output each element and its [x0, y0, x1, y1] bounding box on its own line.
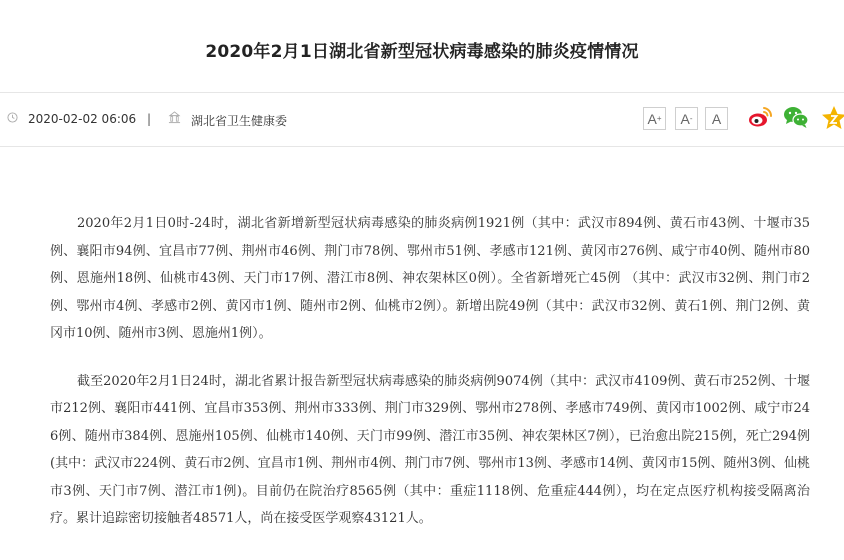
font-increase-sup: +	[656, 114, 662, 123]
font-default-button[interactable]	[705, 107, 728, 130]
title-bar	[0, 0, 844, 93]
meta-bar	[0, 93, 844, 147]
article-paragraph: 2020年2月1日0时-24时，湖北省新增新型冠状病毒感染的肺炎病例1921例（其中：武汉市894例、黄石市43例、十堰市35例、襄阳市94例、宜昌市77例、荆州市46例、荆门市78例、鄂州市51例、孝感市121例、黄冈市276例、咸宁市40例、随州市80例、恩施州18例、仙桃市43例、天门市17例、潜江市8例、神农架林区0例）。全省新增死亡45例 （其中：武汉市32例、荆门市2例、鄂州市4例、孝感市2例、黄冈市1例、随州市2例、仙桃市2例）。新增出院49例（其中：武汉市32例、黄石1例、荆门2例、黄冈市10例、随州市3例、恩施州1例）。	[50, 216, 810, 341]
font-decrease-label: A	[680, 110, 690, 127]
publish-date: 2020-02-02 06:06	[28, 112, 137, 126]
font-decrease-button[interactable]	[675, 107, 698, 130]
article-body	[50, 210, 810, 553]
page-title: 2020年2月1日湖北省新型冠状病毒感染的肺炎疫情情况	[205, 41, 639, 62]
source-icon	[168, 111, 181, 124]
font-increase-button[interactable]	[643, 107, 666, 130]
font-increase-label: A	[647, 110, 657, 127]
font-default-label: A	[711, 110, 722, 127]
wechat-icon[interactable]	[782, 103, 810, 131]
favorite-star-icon[interactable]	[820, 104, 844, 132]
font-decrease-sup: -	[689, 114, 693, 123]
clock-icon	[7, 112, 18, 123]
weibo-icon[interactable]	[746, 103, 774, 131]
article-paragraph: 截至2020年2月1日24时，湖北省累计报告新型冠状病毒感染的肺炎病例9074例（其中：武汉市4109例、黄石市252例、十堰市212例、襄阳市441例、宜昌市353例、荆州市333例、荆门市329例、鄂州市278例、孝感市749例、黄冈市1002例、咸宁市246例、随州市384例、恩施州105例、仙桃市140例、天门市99例、潜江市35例、神农架林区7例），已治愈出院215例，死亡294例(其中：武汉市224例、黄石市2例、宜昌市1例、荆州市4例、荆门市7例、鄂州市13例、孝感市14例、黄冈市15例、随州3例、仙桃市3例、天门市7例、潜江市1例)。目前仍在院治疗8565例（其中：重症1118例、危重症444例），均在定点医疗机构接受隔离治疗。累计追踪密切接触者48571人，尚在接受医学观察43121人。	[50, 373, 810, 526]
meta-separator: |	[147, 112, 152, 126]
source-name[interactable]: 湖北省卫生健康委	[191, 114, 288, 128]
